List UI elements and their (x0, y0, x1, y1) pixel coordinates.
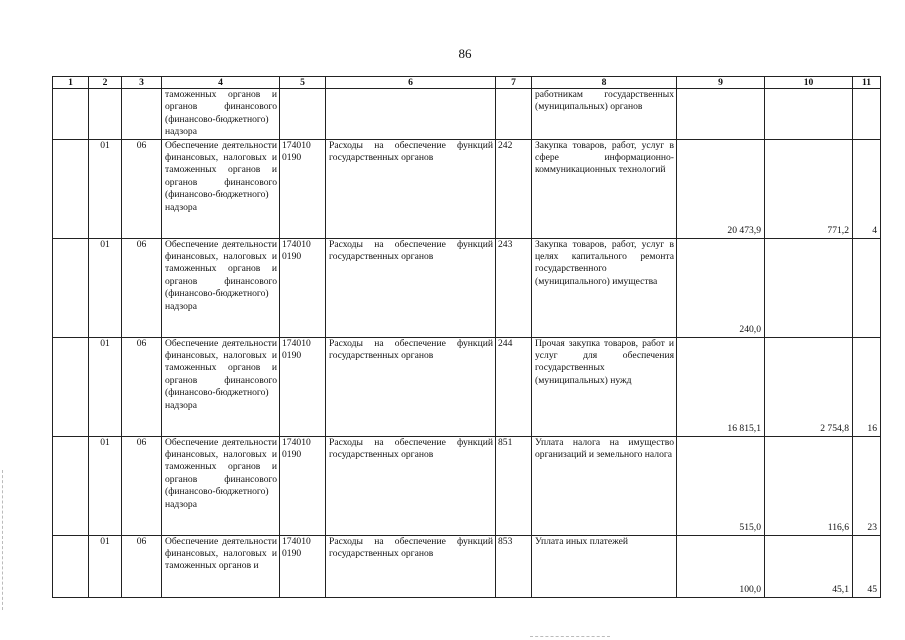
target-article-name: Расходы на обеспечение функций государственных органов (326, 139, 496, 238)
col-header: 6 (326, 77, 496, 89)
continuation-col8: работникам государственных (муниципальных) органов (532, 89, 677, 140)
target-article: 174010 0190 (280, 436, 326, 535)
col-header: 2 (89, 77, 122, 89)
col-header: 1 (53, 77, 89, 89)
target-article: 174010 0190 (280, 535, 326, 597)
section-code: 01 (89, 337, 122, 436)
target-article: 174010 0190 (280, 238, 326, 337)
scan-bottom-marks (530, 636, 610, 639)
target-article-name: Расходы на обеспечение функций государственных органов (326, 238, 496, 337)
section-name: Обеспечение деятельности финансовых, налоговых и таможенных органов и органов финансового (финансово-бюджетного) надзора (162, 139, 280, 238)
col-header: 8 (532, 77, 677, 89)
amount-col11 (853, 238, 881, 337)
subsection-code: 06 (122, 337, 162, 436)
section-name: Обеспечение деятельности финансовых, налоговых и таможенных органов и (162, 535, 280, 597)
expense-type-name: Прочая закупка товаров, работ и услуг для обеспечения государственных (муниципальных) нужд (532, 337, 677, 436)
page-number: 86 (458, 46, 472, 61)
section-code: 01 (89, 535, 122, 597)
continuation-col4: таможенных органов и органов финансового (финансово-бюджетного) надзора (162, 89, 280, 140)
amount-col9: 240,0 (677, 238, 765, 337)
amount-col11: 23 (853, 436, 881, 535)
expense-type-code: 243 (496, 238, 532, 337)
amount-col10: 116,6 (765, 436, 853, 535)
continuation-row (53, 89, 881, 140)
amount-col10: 45,1 (765, 535, 853, 597)
section-code: 01 (89, 139, 122, 238)
amount-col9: 20 473,9 (677, 139, 765, 238)
amount-col11: 4 (853, 139, 881, 238)
expense-type-name: Закупка товаров, работ, услуг в целях капитального ремонта государственного (муниципального) имущества (532, 238, 677, 337)
amount-col10: 771,2 (765, 139, 853, 238)
col-header: 10 (765, 77, 853, 89)
amount-col10: 2 754,8 (765, 337, 853, 436)
col-header: 4 (162, 77, 280, 89)
section-name: Обеспечение деятельности финансовых, налоговых и таможенных органов и органов финансового (финансово-бюджетного) надзора (162, 436, 280, 535)
section-code: 01 (89, 436, 122, 535)
subsection-code: 06 (122, 436, 162, 535)
col-header: 5 (280, 77, 326, 89)
expense-type-code: 853 (496, 535, 532, 597)
amount-col10 (765, 238, 853, 337)
table-row (53, 535, 881, 597)
table-row (53, 436, 881, 535)
col-header: 7 (496, 77, 532, 89)
expense-type-code: 244 (496, 337, 532, 436)
section-name: Обеспечение деятельности финансовых, налоговых и таможенных органов и органов финансового (финансово-бюджетного) надзора (162, 337, 280, 436)
expense-type-code: 851 (496, 436, 532, 535)
amount-col9: 515,0 (677, 436, 765, 535)
target-article-name: Расходы на обеспечение функций государственных органов (326, 337, 496, 436)
section-code: 01 (89, 238, 122, 337)
header-row (53, 77, 881, 89)
target-article: 174010 0190 (280, 337, 326, 436)
amount-col9: 16 815,1 (677, 337, 765, 436)
expense-type-code: 242 (496, 139, 532, 238)
target-article: 174010 0190 (280, 139, 326, 238)
target-article-name: Расходы на обеспечение функций государственных органов (326, 535, 496, 597)
expense-type-name: Уплата налога на имущество организаций и земельного налога (532, 436, 677, 535)
col-header: 3 (122, 77, 162, 89)
table-row (53, 139, 881, 238)
budget-table (52, 76, 881, 598)
col-header: 9 (677, 77, 765, 89)
target-article-name: Расходы на обеспечение функций государственных органов (326, 436, 496, 535)
subsection-code: 06 (122, 535, 162, 597)
section-name: Обеспечение деятельности финансовых, налоговых и таможенных органов и органов финансового (финансово-бюджетного) надзора (162, 238, 280, 337)
table-row (53, 238, 881, 337)
subsection-code: 06 (122, 139, 162, 238)
expense-type-name: Уплата иных платежей (532, 535, 677, 597)
amount-col11: 16 (853, 337, 881, 436)
subsection-code: 06 (122, 238, 162, 337)
col-header: 11 (853, 77, 881, 89)
table-row (53, 337, 881, 436)
scan-margin-marks (2, 470, 5, 610)
amount-col9: 100,0 (677, 535, 765, 597)
amount-col11: 45 (853, 535, 881, 597)
expense-type-name: Закупка товаров, работ, услуг в сфере информационно-коммуникационных технологий (532, 139, 677, 238)
